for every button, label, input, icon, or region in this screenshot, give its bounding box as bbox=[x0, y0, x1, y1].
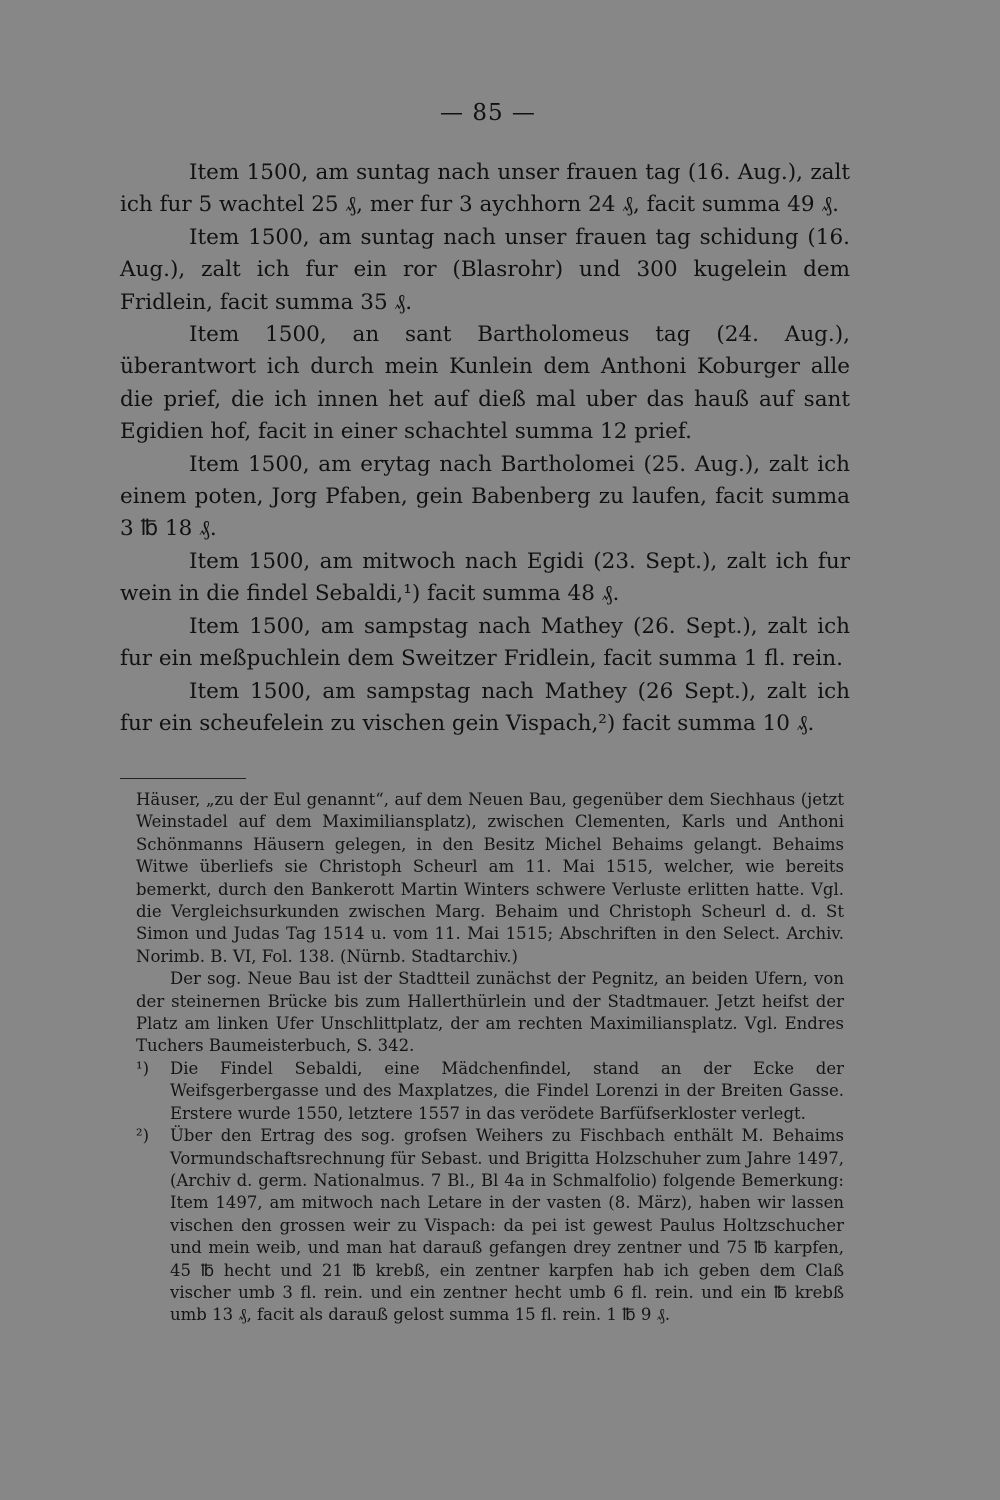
footnote-1-mark: ¹) bbox=[136, 1058, 150, 1078]
entry-paragraph: Item 1500, am sampstag nach Mathey (26 Sept.), zalt ich fur ein scheufelein zu vischen gein Vispach,²) facit summa 10 ₰. bbox=[120, 678, 850, 736]
footnote-2 bbox=[136, 1125, 844, 1327]
footnote-1 bbox=[136, 1058, 844, 1125]
main-text bbox=[120, 157, 850, 740]
entry-paragraph: Item 1500, am erytag nach Bartholomei (25. Aug.), zalt ich einem poten, Jorg Pfaben, gein Babenberg zu laufen, facit summa 3 ℔ 18 ₰. bbox=[120, 451, 850, 542]
footnote-2-text: Über den Ertrag des sog. grofsen Weihers zu Fischbach enthält M. Behaims Vormundschaftsrechnung für Sebast. und Brigitta Holzschuher zum Jahre 1497, (Archiv d. germ. Nationalmus. 7 Bl., Bl 4a in Schmalfolio) folgende Bemerkung: Item 1497, am mitwoch nach Letare in der vasten (8. März), haben wir lassen vischen den grossen weir zu Vispach: da pei ist gewest Paulus Holtzschucher und mein weib, und man hat darauß gefangen drey zentner und 75 ℔ karpfen, 45 ℔ hecht und 21 ℔ krebß, ein zentner karpfen hab ich geben dem Claß vischer umb 3 fl. rein. und ein zentner hecht umb 6 fl. rein. und ein ℔ krebß umb 13 ₰, facit als darauß gelost summa 15 fl. rein. 1 ℔ 9 ₰. bbox=[170, 1126, 844, 1325]
entry-paragraph: Item 1500, an sant Bartholomeus tag (24. Aug.), überantwort ich durch mein Kunlein dem Anthoni Koburger alle die prief, die ich innen het auf dieß mal uber das hauß auf sant Egidien hof, facit in einer schachtel summa 12 prief. bbox=[120, 322, 850, 445]
entry-paragraph: Item 1500, am sampstag nach Mathey (26. Sept.), zalt ich fur ein meßpuchlein dem Sweitzer Fridlein, facit summa 1 fl. rein. bbox=[120, 613, 850, 672]
footnote-2-mark: ²) bbox=[136, 1126, 150, 1146]
footnote-continuation: Häuser, „zu der Eul genannt“, auf dem Neuen Bau, gegenüber dem Siechhaus (jetzt Weinstadel auf dem Maximiliansplatz), zwischen Clementen, Karls und Anthoni Schönmanns Häusern gelegen, in den Besitz Michel Behaims gelangt. Behaims Witwe überliefs sie Christoph Scheurl am 11. Mai 1515, welcher, wie bereits bemerkt, durch den Bankerott Martin Winters schwere Verluste erlitten hatte. Vgl. die Vergleichsurkunden zwischen Marg. Behaim und Christoph Scheurl d. d. St Simon und Judas Tag 1514 u. vom 11. Mai 1515; Abschriften in den Select. Archiv. Norimb. B. VI, Fol. 138. (Nürnb. Stadtarchiv.) bbox=[136, 790, 844, 966]
entry-paragraph: Item 1500, am mitwoch nach Egidi (23. Sept.), zalt ich fur wein in die findel Sebaldi,¹) facit summa 48 ₰. bbox=[120, 548, 850, 607]
page-number: — 85 — bbox=[440, 100, 536, 126]
footnote-divider bbox=[120, 778, 246, 779]
footnote-neue-bau: Der sog. Neue Bau ist der Stadtteil zunächst der Pegnitz, an beiden Ufern, von der steinernen Brücke bis zum Hallerthürlein und der Stadtmauer. Jetzt heifst der Platz am linken Ufer Unschlittplatz, der am rechten Maximiliansplatz. Vgl. Endres Tuchers Baumeisterbuch, S. 342. bbox=[136, 969, 844, 1056]
entry-paragraph: Item 1500, am suntag nach unser frauen tag (16. Aug.), zalt ich fur 5 wachtel 25 ₰, mer fur 3 aychhorn 24 ₰, facit summa 49 ₰. bbox=[120, 160, 850, 218]
footnotes bbox=[136, 789, 844, 1327]
footnote-1-text: Die Findel Sebaldi, eine Mädchenfindel, stand an der Ecke der Weifsgerbergasse und des Maxplatzes, die Findel Lorenzi in der Breiten Gasse. Erstere wurde 1550, letztere 1557 in das verödete Barfüfserkloster verlegt. bbox=[170, 1058, 844, 1123]
entry-paragraph: Item 1500, am suntag nach unser frauen tag schidung (16. Aug.), zalt ich fur ein ror (Blasrohr) und 300 kugelein dem Fridlein, facit summa 35 ₰. bbox=[120, 224, 850, 315]
